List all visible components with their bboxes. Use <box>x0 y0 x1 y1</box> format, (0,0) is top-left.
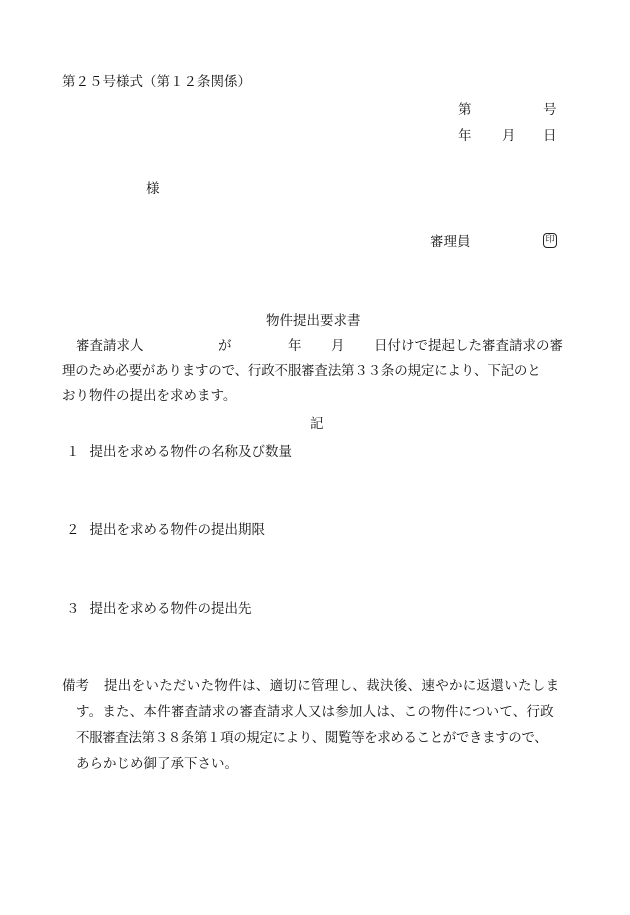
body-line1-ga: が <box>218 338 232 354</box>
seal-icon: 印 <box>543 233 557 248</box>
body-line1-year: 年 <box>288 338 302 354</box>
body-line2: 理のため必要がありますので、行政不服審査法第３３条の規定により、下記のと <box>62 363 541 379</box>
examiner-title: 審理員 <box>430 234 471 250</box>
remarks-line3: 不服審査法第３８条第１項の規定により、閲覧等を求めることができますので、 <box>76 730 548 746</box>
form-label: 第２５号様式（第１２条関係） <box>62 74 251 90</box>
item-text: 提出を求める物件の提出先 <box>89 601 252 617</box>
body-line1-rest: 日付けで提起した審査請求の審 <box>374 338 563 354</box>
remarks-line2: す。また、本件審査請求の審査請求人又は参加人は、この物件について、行政 <box>76 704 554 720</box>
item-text: 提出を求める物件の名称及び数量 <box>89 444 292 460</box>
ki-heading: 記 <box>310 416 324 432</box>
item-number: ３ <box>66 601 80 617</box>
date-day: 日 <box>543 128 557 144</box>
body-line3: おり物件の提出を求めます。 <box>62 388 237 404</box>
document-title: 物件提出要求書 <box>266 313 361 329</box>
item-1 <box>66 440 292 460</box>
item-number: ２ <box>66 522 80 538</box>
item-number: １ <box>66 444 80 460</box>
body-line1-petitioner: 審査請求人 <box>76 338 144 354</box>
date-year: 年 <box>458 128 472 144</box>
date-month: 月 <box>502 128 516 144</box>
remarks-line1: 提出をいただいた物件は、適切に管理し、裁決後、速やかに返還いたしま <box>104 678 560 694</box>
seal-mark <box>543 230 557 248</box>
item-text: 提出を求める物件の提出期限 <box>89 522 265 538</box>
remarks-label: 備考 <box>62 678 89 694</box>
item-2 <box>66 518 265 538</box>
doc-number-prefix: 第 <box>458 102 472 118</box>
remarks-line4: あらかじめ御了承下さい。 <box>76 756 238 772</box>
item-3 <box>66 597 252 617</box>
doc-number-suffix: 号 <box>543 102 557 118</box>
body-line1-month: 月 <box>331 338 345 354</box>
addressee-suffix: 様 <box>146 181 160 197</box>
